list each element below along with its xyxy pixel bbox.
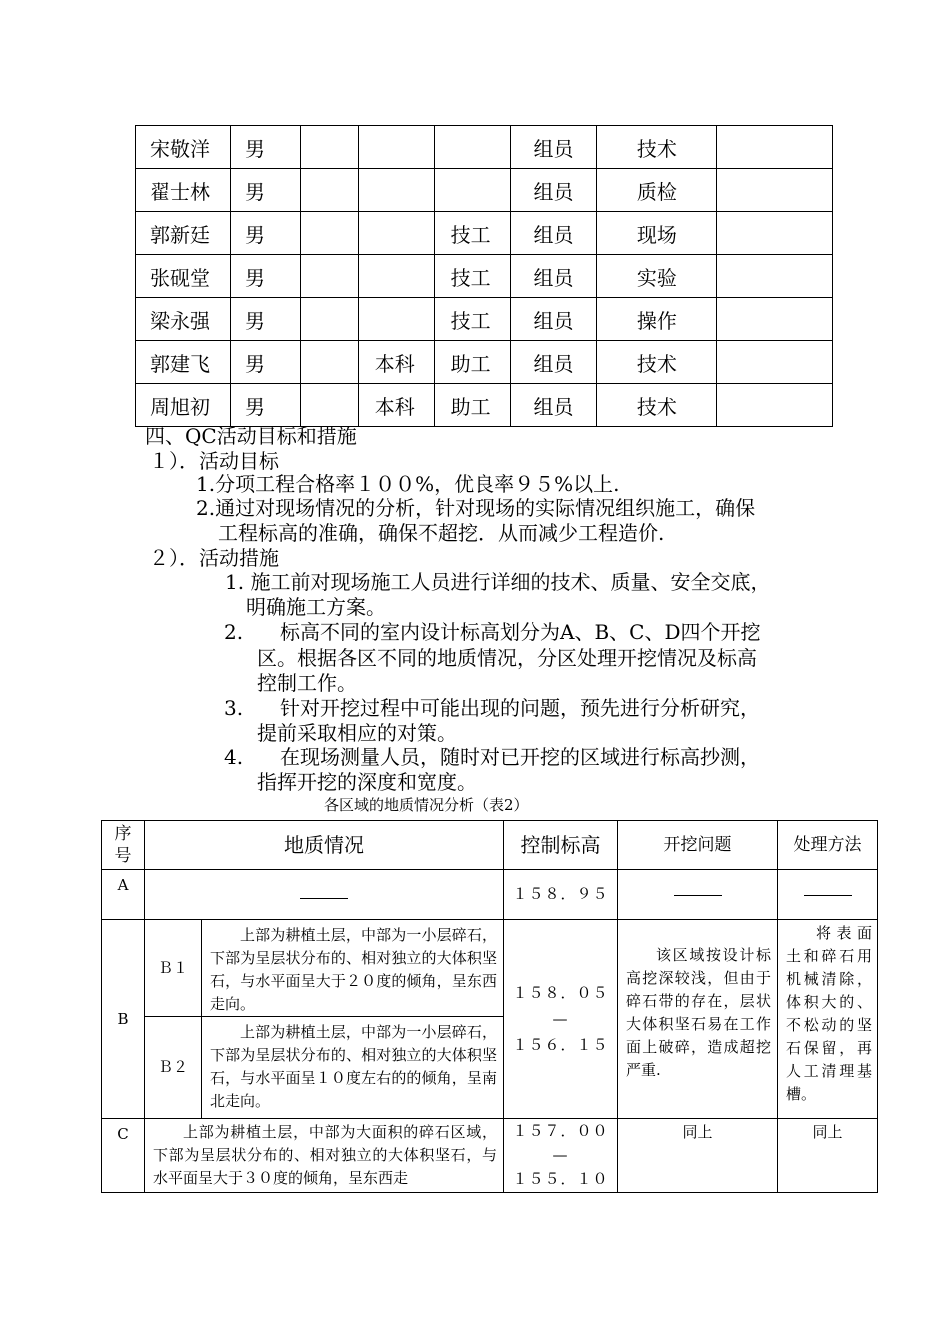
table2-caption: 各区域的地质情况分析（表2） [324,796,529,814]
member-title: 技工 [434,298,510,341]
measure-4-cont: 指挥开挖的深度和宽度。 [257,770,477,794]
member-duty: 操作 [597,298,717,341]
member-remark [717,169,833,212]
row-a-elevation: １５８．９５ [504,870,618,920]
table-row-a [102,870,878,920]
member-remark [717,384,833,427]
member-title: 助工 [434,341,510,384]
member-remark [717,255,833,298]
member-duty: 技术 [597,341,717,384]
row-b-issue: 该区域按设计标高挖深较浅，但由于碎石带的存在，层状大体积坚石易在工作面上破碎，造成超挖严重. [618,920,778,1119]
member-duty: 技术 [597,126,717,169]
member-gender: 男 [230,169,300,212]
measure-3: 针对开挖过程中可能出现的问题，预先进行分析研究， [280,696,760,720]
member-gender: 男 [230,212,300,255]
row-b-elevation: １５８．０５ — １５６．１５ [504,920,618,1119]
member-name: 郭新廷 [136,212,231,255]
member-title [434,126,510,169]
member-role: 组员 [510,169,597,212]
member-title [434,169,510,212]
table-row [136,341,833,384]
member-duty: 现场 [597,212,717,255]
member-title: 技工 [434,212,510,255]
member-role: 组员 [510,126,597,169]
member-gender: 男 [230,384,300,427]
measure-2: 标高不同的室内设计标高划分为A、B、C、D四个开挖 [280,620,761,644]
row-b-method: 将表面土和碎石用机械清除，体积大的、不松动的坚石保留，再人工清理基槽。 [778,920,878,1119]
row-c-elevation: １５７．００ — １５５．１０ [504,1119,618,1193]
member-age [300,341,358,384]
measure-3-cont: 提前采取相应的对策。 [257,721,457,745]
row-b1-geology: 上部为耕植土层，中部为一小层碎石，下部为呈层状分布的、相对独立的大体积坚石，与水平面呈大于２０度的倾角，呈东西走向。 [202,920,504,1017]
member-gender: 男 [230,126,300,169]
blank-dash [804,895,852,896]
table2-header-row [102,821,878,870]
measure-3-number: 3. [224,696,244,720]
row-c-method: 同上 [778,1119,878,1193]
member-education [358,255,434,298]
measures-title: ２）．活动措施 [149,546,279,570]
row-c-issue: 同上 [618,1119,778,1193]
table-row [136,212,833,255]
measure-2-cont2: 控制工作。 [257,671,357,695]
table-row [136,169,833,212]
team-member-table [135,125,833,427]
member-role: 组员 [510,212,597,255]
member-age [300,255,358,298]
table-row-c [102,1119,878,1193]
member-education [358,126,434,169]
member-remark [717,298,833,341]
row-b-id: B [102,920,145,1119]
member-age [300,212,358,255]
measure-1-cont: 明确施工方案。 [246,595,386,619]
member-title: 技工 [434,255,510,298]
member-role: 组员 [510,384,597,427]
measure-1: 1. 施工前对现场施工人员进行详细的技术、质量、安全交底， [225,570,771,594]
table-row [136,298,833,341]
member-title: 助工 [434,384,510,427]
member-gender: 男 [230,341,300,384]
member-role: 组员 [510,298,597,341]
member-duty: 实验 [597,255,717,298]
table-row-b1 [102,920,878,1017]
member-duty: 质检 [597,169,717,212]
table-row [136,126,833,169]
goal-2: 2.通过对现场情况的分析，针对现场的实际情况组织施工，确保 [196,496,756,520]
blank-dash [300,898,348,899]
header-geology: 地质情况 [145,821,504,870]
measure-4: 在现场测量人员，随时对已开挖的区域进行标高抄测， [280,745,760,769]
row-a-id: A [102,870,145,920]
member-remark [717,341,833,384]
row-c-geology: 上部为耕植土层，中部为大面积的碎石区域，下部为呈层状分布的、相对独立的大体积坚石，与水平面呈大于３０度的倾角，呈东西走 [145,1119,504,1193]
member-role: 组员 [510,255,597,298]
member-age [300,126,358,169]
measure-2-number: 2. [224,620,244,644]
member-gender: 男 [230,255,300,298]
member-age [300,169,358,212]
member-education [358,212,434,255]
goals-title: １）．活动目标 [149,449,279,473]
member-education: 本科 [358,384,434,427]
member-remark [717,126,833,169]
member-gender: 男 [230,298,300,341]
row-b2-geology: 上部为耕植土层，中部为一小层碎石，下部为呈层状分布的、相对独立的大体积坚石，与水平面呈１０度左右的的倾角，呈南北走向。 [202,1017,504,1119]
row-c-id: C [102,1119,145,1193]
member-duty: 技术 [597,384,717,427]
row-a-geology-empty [145,870,504,920]
goal-2-cont: 工程标高的准确，确保不超挖．从而减少工程造价. [218,521,665,545]
section-heading: 四、QC活动目标和措施 [145,424,357,448]
member-education [358,169,434,212]
table-row [136,384,833,427]
header-elevation: 控制标高 [504,821,618,870]
member-name: 张砚堂 [136,255,231,298]
member-age [300,384,358,427]
member-role: 组员 [510,341,597,384]
member-education [358,298,434,341]
blank-dash [674,895,722,896]
header-issue: 开挖问题 [618,821,778,870]
member-remark [717,212,833,255]
row-a-method-empty [778,870,878,920]
row-b1-id: Ｂ１ [145,920,202,1017]
row-b2-id: Ｂ２ [145,1017,202,1119]
header-method: 处理方法 [778,821,878,870]
geology-analysis-table [101,820,878,1193]
table-row [136,255,833,298]
member-name: 郭建飞 [136,341,231,384]
member-name: 周旭初 [136,384,231,427]
member-name: 翟士林 [136,169,231,212]
measure-4-number: 4. [224,745,244,769]
member-name: 梁永强 [136,298,231,341]
measure-2-cont: 区。根据各区不同的地质情况，分区处理开挖情况及标高 [257,646,757,670]
goal-1: 1.分项工程合格率１００%，优良率９５%以上. [196,472,620,496]
member-name: 宋敬洋 [136,126,231,169]
header-no: 序 号 [102,821,145,870]
member-education: 本科 [358,341,434,384]
row-a-issue-empty [618,870,778,920]
member-age [300,298,358,341]
